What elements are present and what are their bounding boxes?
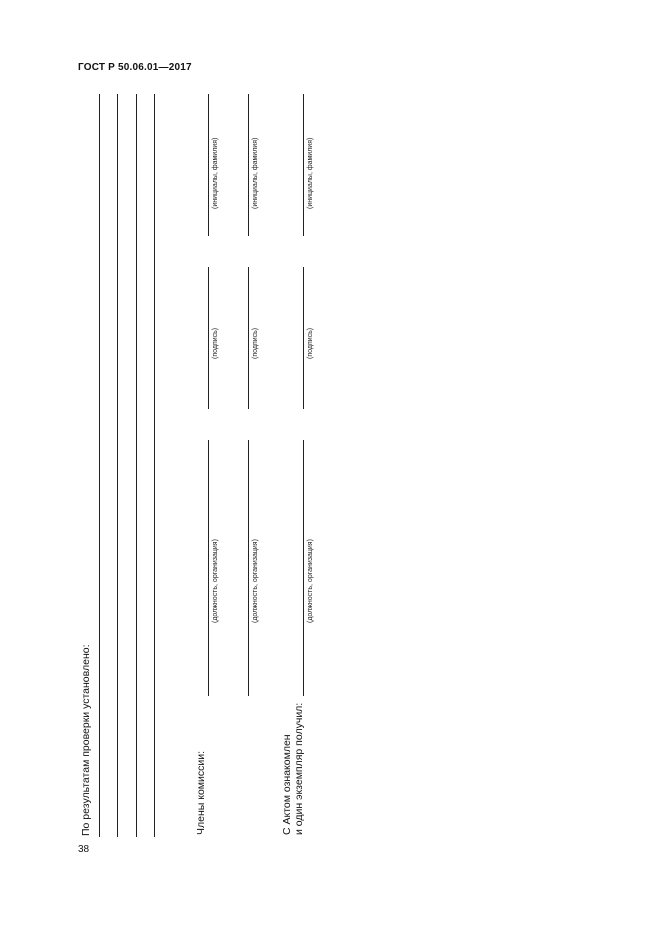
- acquainted-position-caption: (должность, организация): [307, 539, 314, 623]
- results-line-4: [154, 94, 155, 837]
- member1-initials-line: [208, 94, 209, 236]
- acquaint-label-line2: и один экземпляр получил:: [293, 702, 305, 835]
- member2-initials-line: [248, 94, 249, 236]
- member2-signature-caption: (подпись): [252, 327, 259, 359]
- member1-signature-caption: (подпись): [212, 327, 219, 359]
- results-label: По результатам проверки установлено:: [80, 644, 92, 836]
- acquainted-initials-caption: (инициалы, фамилия): [307, 137, 314, 209]
- acquainted-initials-line: [303, 94, 304, 236]
- acquainted-signature-caption: (подпись): [307, 327, 314, 359]
- results-line-1: [99, 94, 100, 837]
- member2-position-caption: (должность, организация): [252, 539, 259, 623]
- results-line-2: [117, 94, 118, 837]
- member2-initials-caption: (инициалы, фамилия): [252, 137, 259, 209]
- member2-signature-line: [248, 267, 249, 409]
- commission-members-label: Члены комиссии:: [195, 750, 207, 835]
- member1-position-line: [208, 440, 209, 696]
- acquaint-label-line1: С Актом ознакомлен: [281, 734, 293, 835]
- acquainted-signature-line: [303, 267, 304, 409]
- page-number: 38: [78, 844, 90, 855]
- acquainted-position-line: [303, 440, 304, 696]
- results-line-3: [136, 94, 137, 837]
- document-code: ГОСТ Р 50.06.01—2017: [78, 62, 192, 73]
- member1-signature-line: [208, 267, 209, 409]
- member1-position-caption: (должность, организация): [212, 539, 219, 623]
- member2-position-line: [248, 440, 249, 696]
- member1-initials-caption: (инициалы, фамилия): [212, 137, 219, 209]
